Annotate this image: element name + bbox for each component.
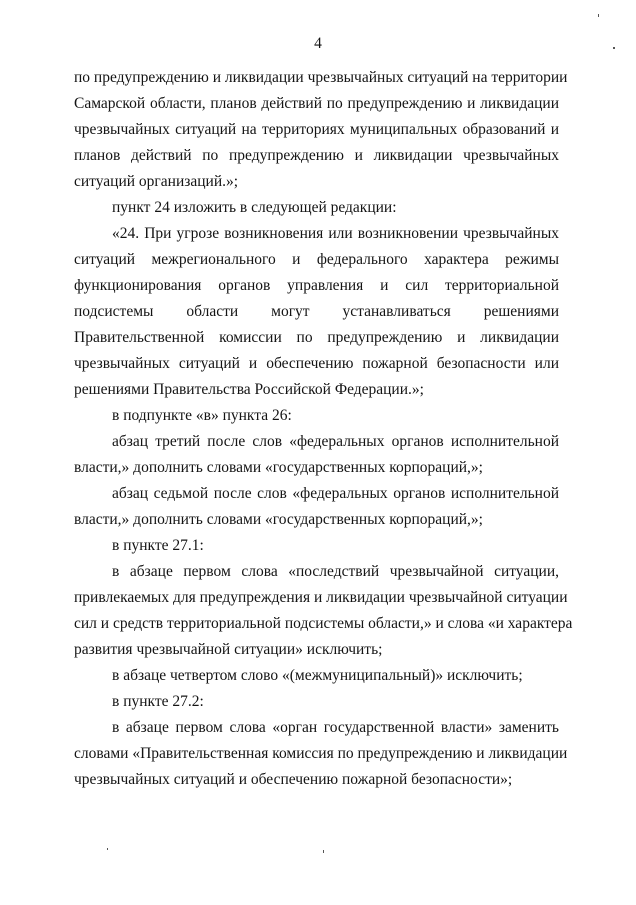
text-line: Самарской области, планов действий по предупреждению и ликвидации bbox=[74, 95, 559, 112]
text-line: ситуаций межрегионального и федерального характера режимы bbox=[74, 251, 559, 268]
text-line: подсистемы области могут устанавливаться решениями bbox=[74, 303, 559, 320]
text-line: власти,» дополнить словами «государственных корпораций,»; bbox=[74, 459, 483, 476]
text-line: в абзаце четвертом слово «(межмуниципальный)» исключить; bbox=[112, 667, 523, 684]
text-line: Правительственной комиссии по предупреждению и ликвидации bbox=[74, 329, 559, 346]
text-line: в пункте 27.2: bbox=[112, 693, 204, 710]
text-line: по предупреждению и ликвидации чрезвычайных ситуаций на территории bbox=[74, 69, 568, 86]
text-line: пункт 24 изложить в следующей редакции: bbox=[112, 199, 397, 216]
text-line: в абзаце первом слова «последствий чрезвычайной ситуации, bbox=[112, 563, 559, 580]
text-line: абзац седьмой после слов «федеральных органов исполнительной bbox=[112, 485, 559, 502]
text-line: в пункте 27.1: bbox=[112, 537, 204, 554]
text-line: в абзаце первом слова «орган государственной власти» заменить bbox=[112, 719, 559, 736]
scan-speck bbox=[613, 47, 615, 49]
text-line: «24. При угрозе возникновения или возникновении чрезвычайных bbox=[112, 225, 559, 242]
text-line: развития чрезвычайной ситуации» исключить; bbox=[74, 641, 383, 658]
text-line: чрезвычайных ситуаций и обеспечению пожарной безопасности или bbox=[74, 355, 559, 372]
text-line: абзац третий после слов «федеральных органов исполнительной bbox=[112, 433, 559, 450]
text-line: ситуаций организаций.»; bbox=[74, 173, 239, 190]
text-line: словами «Правительственная комиссия по предупреждению и ликвидации bbox=[74, 745, 568, 762]
scan-speck bbox=[323, 850, 324, 853]
text-line: планов действий по предупреждению и ликвидации чрезвычайных bbox=[74, 147, 559, 164]
scan-speck bbox=[598, 14, 599, 17]
page-number: 4 bbox=[314, 35, 322, 52]
text-line: чрезвычайных ситуаций и обеспечению пожарной безопасности»; bbox=[74, 771, 513, 788]
text-line: решениями Правительства Российской Федерации.»; bbox=[74, 381, 424, 398]
text-line: сил и средств территориальной подсистемы области,» и слова «и характера bbox=[74, 615, 573, 632]
text-line: чрезвычайных ситуаций на территориях муниципальных образований и bbox=[74, 121, 559, 138]
scan-speck bbox=[107, 848, 108, 850]
text-line: в подпункте «в» пункта 26: bbox=[112, 407, 292, 424]
text-line: функционирования органов управления и сил территориальной bbox=[74, 277, 559, 294]
text-line: власти,» дополнить словами «государственных корпораций,»; bbox=[74, 511, 483, 528]
text-line: привлекаемых для предупреждения и ликвидации чрезвычайной ситуации bbox=[74, 589, 568, 606]
